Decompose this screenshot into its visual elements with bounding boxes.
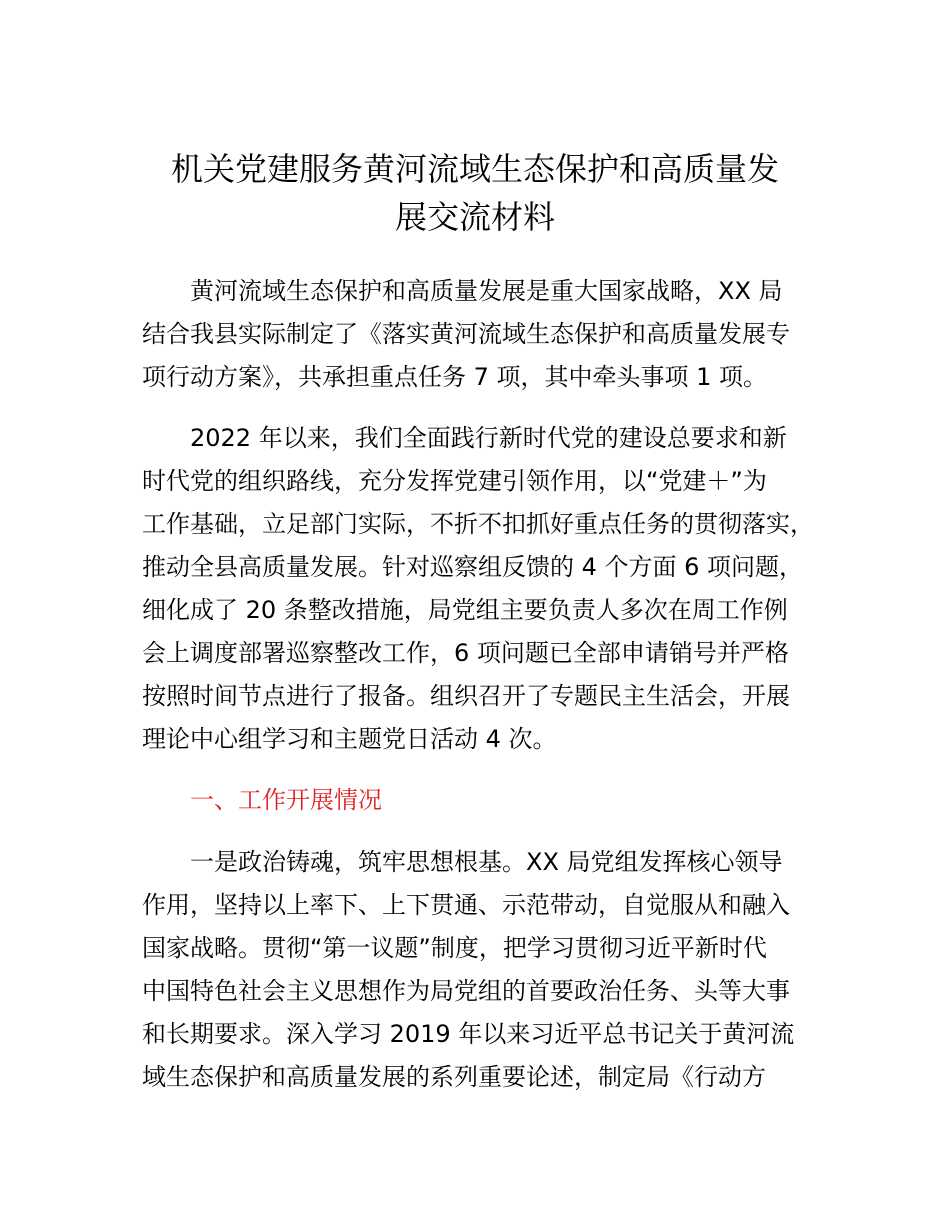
text-line: 国家战略。贯彻“第一议题”制度，把学习贯彻习近平新时代 — [142, 934, 767, 962]
text-line: 时代党的组织路线，充分发挥党建引领作用，以“党建＋”为 — [142, 467, 767, 495]
text-line: 工作基础，立足部门实际，不折不扣抓好重点任务的贯彻落实， — [142, 510, 814, 538]
text-line: 理论中心组学习和主题党日活动 4 次。 — [142, 725, 557, 753]
text-line: 推动全县高质量发展。针对巡察组反馈的 4 个方面 6 项问题， — [142, 553, 804, 581]
document-title — [140, 145, 810, 241]
text-line: 一是政治铸魂，筑牢思想根基。XX 局党组发挥核心领导 — [190, 848, 783, 876]
section-heading — [142, 779, 842, 822]
text-line: 会上调度部署巡察整改工作，6 项问题已全部申请销号并严格 — [142, 639, 789, 667]
paragraph-section-one — [142, 841, 842, 1099]
text-line: 作用，坚持以上率下、上下贯通、示范带动，自觉服从和融入 — [142, 891, 790, 919]
title-line: 机关党建服务黄河流域生态保护和高质量发 — [170, 150, 779, 188]
section-heading-text: 一、工作开展情况 — [190, 786, 382, 814]
text-line: 细化成了 20 条整改措施，局党组主要负责人多次在周工作例 — [142, 596, 788, 624]
text-line: 和长期要求。深入学习 2019 年以来习近平总书记关于黄河流 — [142, 1020, 795, 1048]
text-line: 黄河流域生态保护和高质量发展是重大国家战略，XX 局 — [190, 277, 783, 305]
text-line: 按照时间节点进行了报备。组织召开了专题民主生活会，开展 — [142, 682, 790, 710]
text-line: 项行动方案》，共承担重点任务 7 项，其中牵头事项 1 项。 — [142, 363, 768, 391]
text-line: 2022 年以来，我们全面践行新时代党的建设总要求和新 — [190, 424, 787, 452]
paragraph-intro — [142, 270, 842, 399]
text-line: 域生态保护和高质量发展的系列重要论述，制定局《行动方 — [142, 1063, 766, 1091]
paragraph-summary — [142, 417, 842, 761]
text-line: 结合我县实际制定了《落实黄河流域生态保护和高质量发展专 — [142, 320, 790, 348]
title-line: 展交流材料 — [394, 198, 555, 236]
text-line: 中国特色社会主义思想作为局党组的首要政治任务、头等大事 — [142, 977, 790, 1005]
